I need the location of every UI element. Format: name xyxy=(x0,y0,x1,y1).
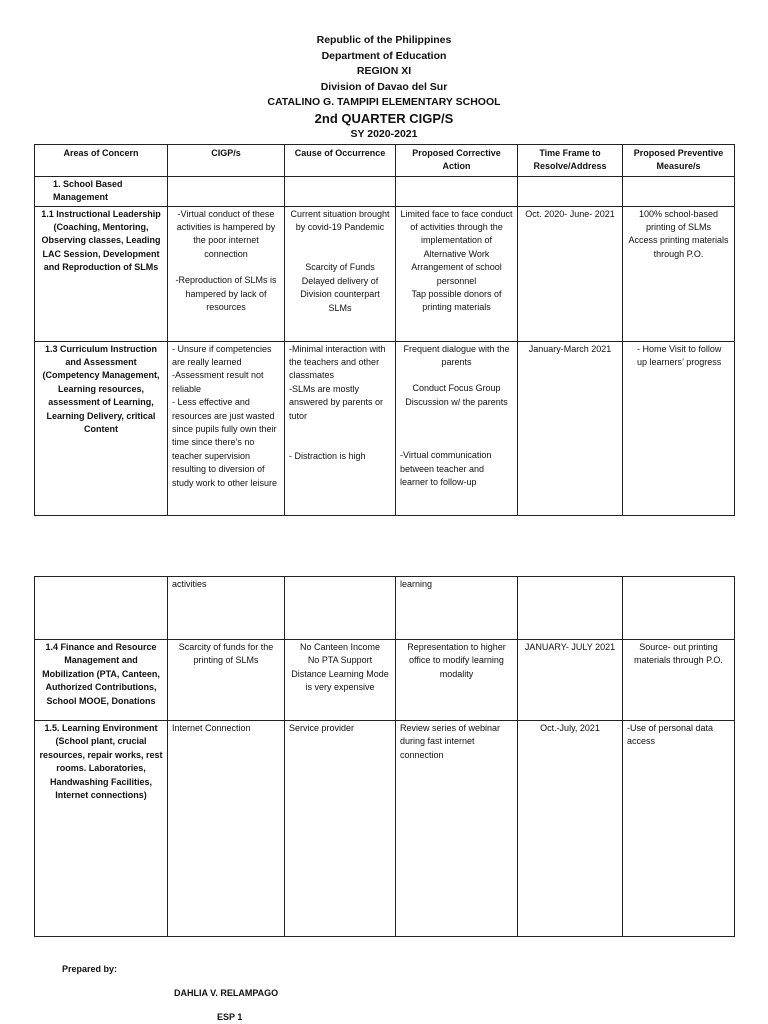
cigp-table-page1 xyxy=(34,144,735,516)
action-cell: Representation to higher office to modify learning modality xyxy=(396,640,518,721)
action-cell: Frequent dialogue with the parents Conduct Focus Group Discussion w/ the parents -Virtual communication between teacher and learner to follow-up xyxy=(396,341,518,515)
document-header xyxy=(0,33,768,142)
header-republic: Republic of the Philippines xyxy=(316,34,452,46)
table-row xyxy=(35,341,735,515)
table-header-row xyxy=(35,145,735,177)
preparer-position: ESP 1 xyxy=(217,1012,243,1022)
cause-cell: -Minimal interaction with the teachers and other classmates -SLMs are mostly answered by parents or tutor - Distraction is high xyxy=(285,341,396,515)
cigp-continuation: activities xyxy=(168,577,285,640)
table-row xyxy=(35,577,735,640)
preventive-cell: -Use of personal data access xyxy=(623,721,735,937)
cigp-table-page2 xyxy=(34,576,735,937)
action-continuation: learning xyxy=(396,577,518,640)
area-learning-environment: 1.5. Learning Environment (School plant, crucial resources, repair works, rest rooms. Laboratories, Handwashing Facilities, Internet connections) xyxy=(35,721,168,937)
cigp-cell: Internet Connection xyxy=(168,721,285,937)
action-cell: Review series of webinar during fast internet connection xyxy=(396,721,518,937)
time-frame-cell: Oct. 2020- June- 2021 xyxy=(518,206,623,341)
col-header-preventive: Proposed Preventive Measure/s xyxy=(623,145,735,177)
table-row xyxy=(35,206,735,341)
preventive-cell: Source- out printing materials through P.O. xyxy=(623,640,735,721)
table-row xyxy=(35,176,735,206)
area-instructional-leadership: 1.1 Instructional Leadership (Coaching, Mentoring, Observing classes, Leading LAC Session, Development and Reproduction of SLMs xyxy=(35,206,168,341)
table-row xyxy=(35,721,735,937)
area-finance-resource-management: 1.4 Finance and Resource Management and Mobilization (PTA, Canteen, Authorized Contributions, School MOOE, Donations xyxy=(35,640,168,721)
area-school-based-management: 1. School Based Management xyxy=(35,176,168,206)
area-curriculum-instruction: 1.3 Curriculum Instruction and Assessment (Competency Management, Learning resources, assessment of Learning, Learning Delivery, critical Content xyxy=(35,341,168,515)
time-frame-cell: JANUARY- JULY 2021 xyxy=(518,640,623,721)
cause-cell: Service provider xyxy=(285,721,396,937)
col-header-time: Time Frame to Resolve/Address xyxy=(518,145,623,177)
time-frame-cell: Oct.-July, 2021 xyxy=(518,721,623,937)
preventive-cell: - Home Visit to follow up learners’ progress xyxy=(623,341,735,515)
prepared-by-label: Prepared by: xyxy=(62,964,118,974)
preventive-cell: 100% school-based printing of SLMs Access printing materials through P.O. xyxy=(623,206,735,341)
time-frame-cell: January-March 2021 xyxy=(518,341,623,515)
cigp-cell: Scarcity of funds for the printing of SLMs xyxy=(168,640,285,721)
cause-cell: No Canteen Income No PTA Support Distance Learning Mode is very expensive xyxy=(285,640,396,721)
cigp-cell: - Unsure if competencies are really learned -Assessment result not reliable - Less effective and resources are just wasted since pupils fully own their time since there’s no teacher supervision resulting to diversion of study work to other leisure xyxy=(168,341,285,515)
col-header-cigps: CIGP/s xyxy=(168,145,285,177)
action-cell: Limited face to face conduct of activities through the implementation of Alternative Work Arrangement of school personnel Tap possible donors of printing materials xyxy=(396,206,518,341)
school-year: SY 2020-2021 xyxy=(350,127,418,140)
header-department: Department of Education xyxy=(321,49,447,62)
preparer-name: DAHLIA V. RELAMPAGO xyxy=(174,988,279,998)
document-title: 2nd QUARTER CIGP/S xyxy=(314,110,454,126)
cigp-cell: -Virtual conduct of these activities is hampered by the poor internet connection -Reproduction of SLMs is hampered by lack of resources xyxy=(168,206,285,341)
col-header-areas: Areas of Concern xyxy=(35,145,168,177)
table-row xyxy=(35,640,735,721)
cause-cell: Current situation brought by covid-19 Pandemic Scarcity of Funds Delayed delivery of Division counterpart SLMs xyxy=(285,206,396,341)
col-header-action: Proposed Corrective Action xyxy=(396,145,518,177)
col-header-cause: Cause of Occurrence xyxy=(285,145,396,177)
header-region: REGION XI xyxy=(356,65,412,77)
header-division: Division of Davao del Sur xyxy=(320,80,448,93)
header-school: CATALINO G. TAMPIPI ELEMENTARY SCHOOL xyxy=(267,96,501,108)
